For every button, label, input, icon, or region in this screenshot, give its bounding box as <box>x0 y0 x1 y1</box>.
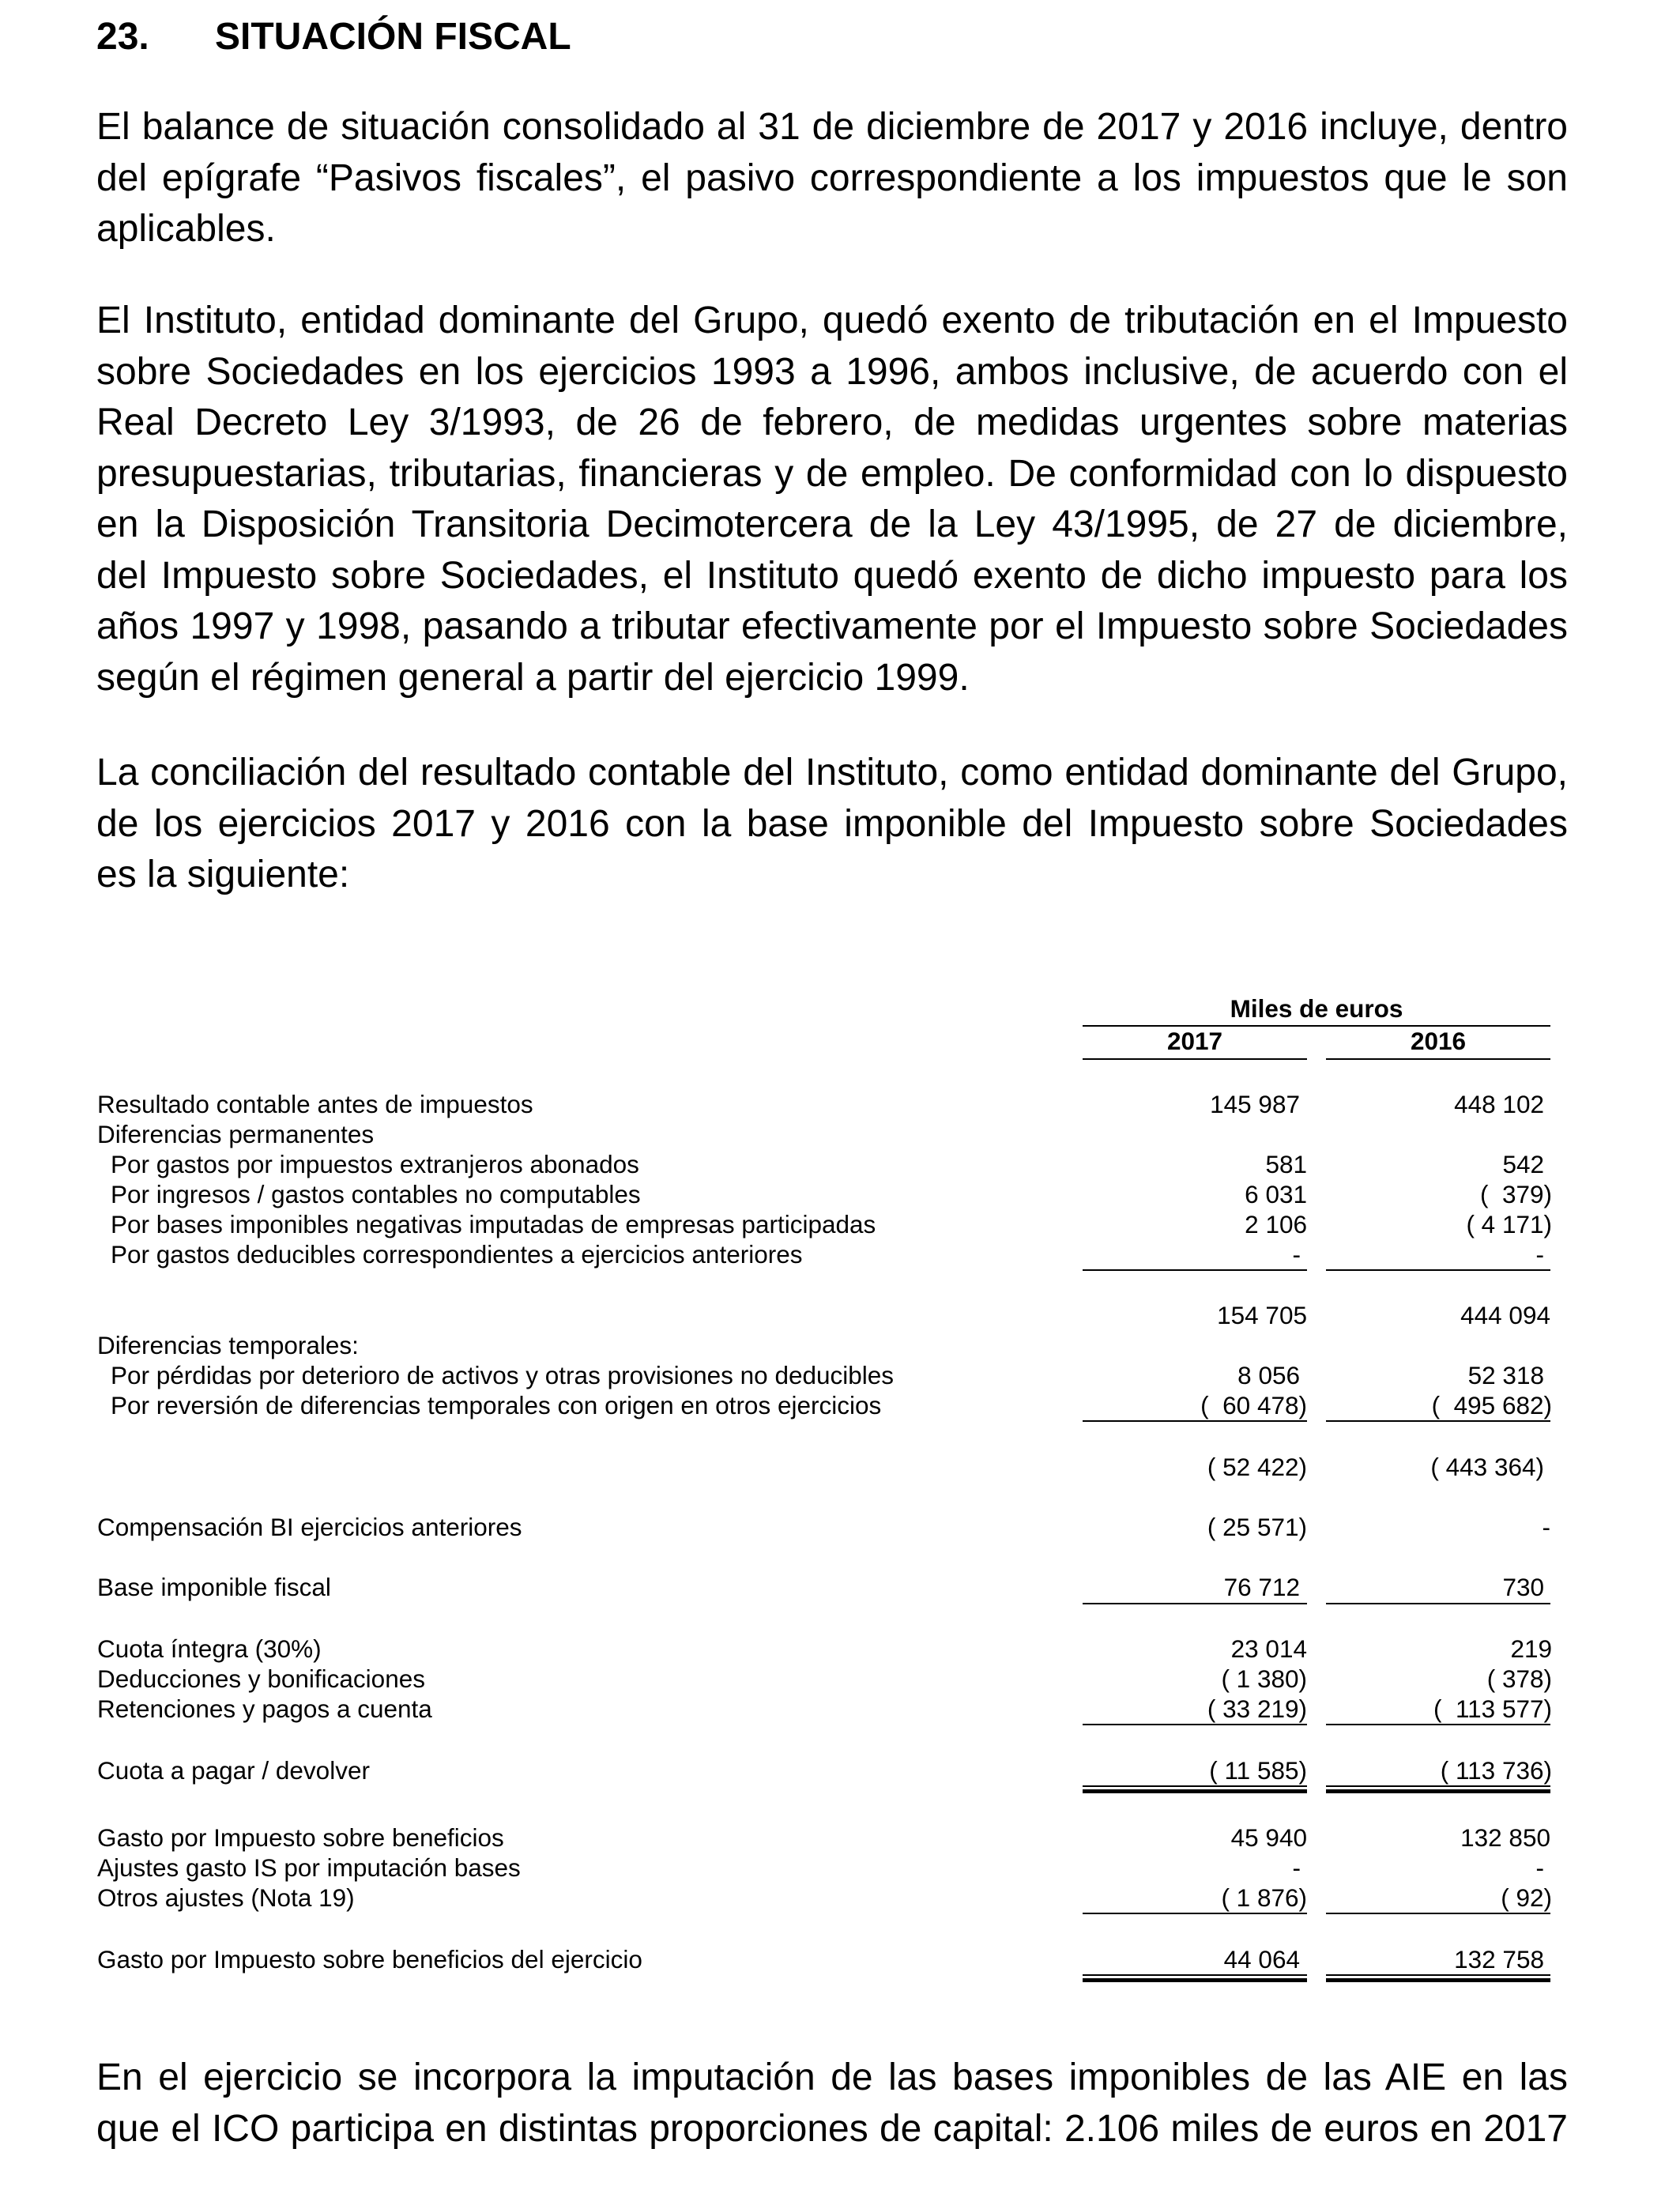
text-line: aplicables. <box>96 208 276 250</box>
text-line: del epígrafe “Pasivos fiscales”, el pasivo correspondiente a los impuestos que le son <box>96 156 1568 199</box>
column-header-2016: 2016 <box>1410 1027 1467 1055</box>
value-2017: ( 1 876) <box>1221 1883 1307 1912</box>
paragraph-aie-imputation <box>96 2053 1568 2154</box>
row-label: Compensación BI ejercicios anteriores <box>97 1513 522 1541</box>
subtotal-rule <box>1083 1420 1307 1422</box>
text-line: de los ejercicios 2017 y 2016 con la base imponible del Impuesto sobre Sociedades <box>96 802 1568 845</box>
value-2016: ( 113 736) <box>1440 1756 1552 1785</box>
double-total-rule <box>1326 1978 1550 1982</box>
text-line: En el ejercicio se incorpora la imputación de las bases imponibles de las AIE en las <box>96 2056 1568 2098</box>
text-line: La conciliación del resultado contable del Instituto, como entidad dominante del Grupo, <box>96 752 1568 794</box>
text-line: es la siguiente: <box>96 854 350 895</box>
row-label: Deducciones y bonificaciones <box>97 1664 425 1693</box>
row-label: Diferencias permanentes <box>97 1120 375 1148</box>
total-rule <box>1326 1603 1550 1604</box>
value-2016: ( 379) <box>1479 1180 1552 1208</box>
text-line: que el ICO participa en distintas proporciones de capital: 2.106 miles de euros en 2017 <box>96 2107 1568 2150</box>
row-label: Cuota íntegra (30%) <box>97 1634 322 1663</box>
value-2016: 448 102 <box>1454 1090 1544 1118</box>
value-2016: 542 <box>1502 1150 1544 1178</box>
total-rule <box>1083 1603 1307 1604</box>
column-header-2017: 2017 <box>1166 1027 1223 1055</box>
text-line: según el régimen general a partir del ejercicio 1999. <box>96 656 970 699</box>
row-label: Por gastos por impuestos extranjeros abonados <box>111 1150 639 1178</box>
subtotal-rule <box>1083 1269 1307 1271</box>
value-2016: 132 850 <box>1460 1823 1550 1852</box>
value-2017: - <box>1292 1240 1301 1269</box>
section-title: SITUACIÓN FISCAL <box>215 16 571 58</box>
text-line: del Impuesto sobre Sociedades, el Instituto quedó exento de dicho impuesto para los <box>96 554 1568 597</box>
subtotal-2016: 444 094 <box>1460 1301 1550 1329</box>
value-2017: 23 014 <box>1230 1634 1307 1663</box>
value-2017: ( 60 478) <box>1200 1391 1307 1419</box>
row-label: Retenciones y pagos a cuenta <box>97 1695 432 1723</box>
value-2017: - <box>1292 1853 1301 1882</box>
row-label: Gasto por Impuesto sobre beneficios del ejercicio <box>97 1945 642 1973</box>
paragraph-conciliation-intro <box>96 748 1568 901</box>
row-label: Cuota a pagar / devolver <box>97 1756 370 1785</box>
double-total-rule <box>1326 1789 1550 1793</box>
value-2017: ( 33 219) <box>1207 1695 1307 1723</box>
value-2017: ( 1 380) <box>1221 1664 1307 1693</box>
text-line: El balance de situación consolidado al 31 de diciembre de 2017 y 2016 incluye, dentro <box>96 106 1568 148</box>
text-line: Real Decreto Ley 3/1993, de 26 de febrero, de medidas urgentes sobre materias <box>96 401 1568 443</box>
total-rule <box>1326 1974 1550 1976</box>
row-label: Por bases imponibles negativas imputadas de empresas participadas <box>111 1210 876 1238</box>
value-2016: 132 758 <box>1454 1945 1544 1973</box>
value-2017: 145 987 <box>1210 1090 1300 1118</box>
value-2017: ( 25 571) <box>1207 1513 1307 1541</box>
value-2017: ( 11 585) <box>1209 1756 1307 1785</box>
text-line: años 1997 y 1998, pasando a tributar efectivamente por el Impuesto sobre Sociedades <box>96 605 1568 647</box>
row-label: Base imponible fiscal <box>97 1573 331 1601</box>
header-rule <box>1083 1058 1307 1060</box>
value-2016: ( 4 171) <box>1466 1210 1552 1238</box>
subtotal-rule <box>1083 1724 1307 1725</box>
row-label: Otros ajustes (Nota 19) <box>97 1883 355 1912</box>
value-2016: - <box>1535 1240 1544 1269</box>
paragraph-balance <box>96 102 1568 255</box>
paragraph-exemption <box>96 296 1568 703</box>
value-2017: 44 064 <box>1223 1945 1300 1973</box>
subtotal-2017: ( 52 422) <box>1207 1453 1307 1481</box>
value-2016: ( 92) <box>1501 1883 1552 1912</box>
subtotal-rule <box>1326 1269 1550 1271</box>
section-heading <box>96 11 571 63</box>
value-2016: - <box>1535 1853 1544 1882</box>
value-2016: - <box>1542 1513 1550 1541</box>
value-2016: 730 <box>1502 1573 1544 1601</box>
row-label: Por ingresos / gastos contables no computables <box>111 1180 641 1208</box>
value-2017: 45 940 <box>1230 1823 1307 1852</box>
value-2017: 581 <box>1265 1150 1307 1178</box>
header-rule <box>1326 1058 1550 1060</box>
value-2016: ( 113 577) <box>1433 1695 1552 1723</box>
total-rule <box>1083 1785 1307 1787</box>
subtotal-rule <box>1326 1913 1550 1914</box>
text-line: El Instituto, entidad dominante del Grupo, quedó exento de tributación en el Impuesto <box>96 300 1568 341</box>
subtotal-rule <box>1326 1724 1550 1725</box>
subtotal-rule <box>1083 1913 1307 1914</box>
text-line: sobre Sociedades en los ejercicios 1993 a 1996, ambos inclusive, de acuerdo con el <box>96 350 1568 393</box>
value-2016: ( 495 682) <box>1431 1391 1552 1419</box>
header-rule <box>1083 1025 1550 1027</box>
subtotal-2016: ( 443 364) <box>1430 1453 1544 1481</box>
value-2017: 2 106 <box>1245 1210 1307 1238</box>
unit-header: Miles de euros <box>1230 994 1403 1023</box>
text-line: en la Disposición Transitoria Decimotercera de la Ley 43/1995, de 27 de diciembre, <box>96 503 1568 545</box>
value-2017: 8 056 <box>1237 1361 1300 1389</box>
subtotal-2017: 154 705 <box>1217 1301 1307 1329</box>
row-label: Gasto por Impuesto sobre beneficios <box>97 1823 504 1852</box>
row-label: Diferencias temporales: <box>97 1331 359 1359</box>
row-label: Por reversión de diferencias temporales con origen en otros ejercicios <box>111 1391 882 1419</box>
text-line: presupuestarias, tributarias, financieras y de empleo. De conformidad con lo dispuesto <box>96 452 1568 495</box>
value-2016: ( 378) <box>1486 1664 1552 1693</box>
row-label: Por gastos deducibles correspondientes a ejercicios anteriores <box>111 1240 803 1269</box>
value-2016: 52 318 <box>1467 1361 1544 1389</box>
double-total-rule <box>1083 1789 1307 1793</box>
row-label: Ajustes gasto IS por imputación bases <box>97 1853 521 1882</box>
value-2017: 76 712 <box>1223 1573 1300 1601</box>
total-rule <box>1083 1974 1307 1976</box>
double-total-rule <box>1083 1978 1307 1982</box>
value-2016: 219 <box>1510 1634 1552 1663</box>
subtotal-rule <box>1326 1420 1550 1422</box>
total-rule <box>1326 1785 1550 1787</box>
row-label: Por pérdidas por deterioro de activos y otras provisiones no deducibles <box>111 1361 895 1389</box>
section-number: 23. <box>96 16 149 58</box>
row-label: Resultado contable antes de impuestos <box>97 1090 533 1118</box>
value-2017: 6 031 <box>1245 1180 1307 1208</box>
